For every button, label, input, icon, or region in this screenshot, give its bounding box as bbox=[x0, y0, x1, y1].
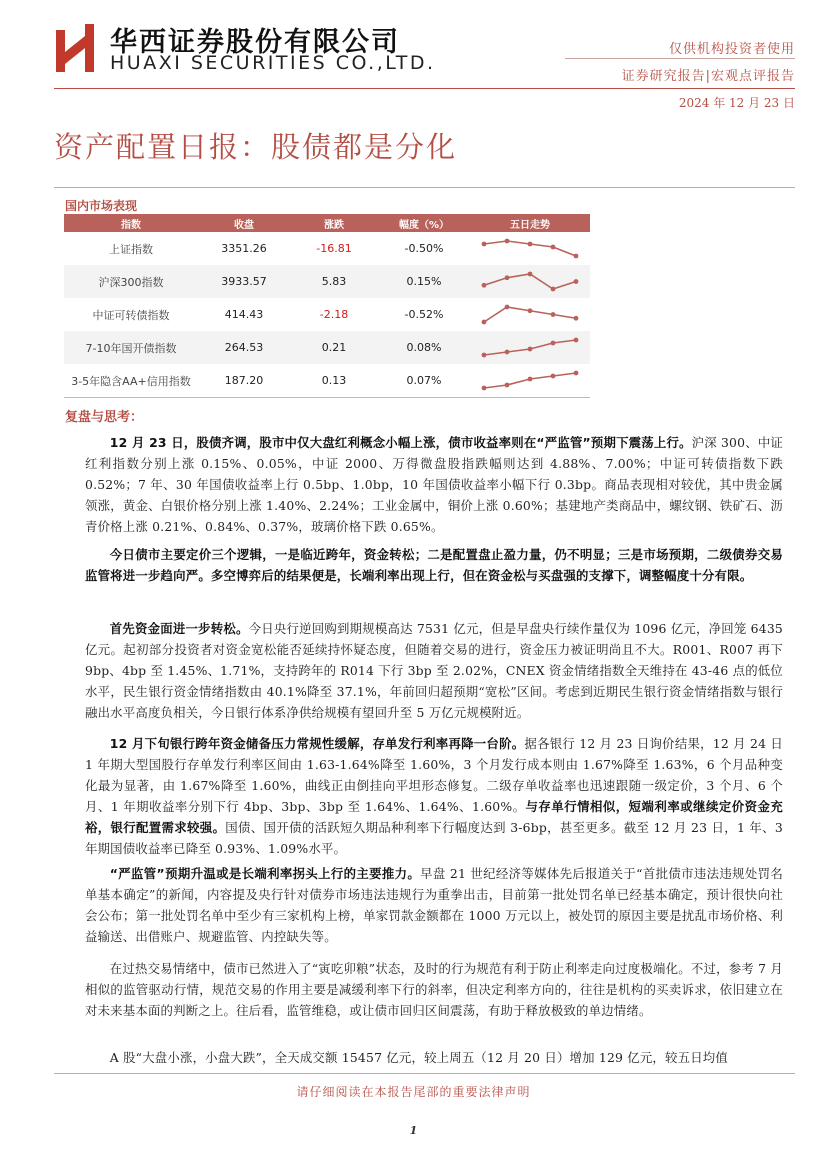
trend-point bbox=[505, 383, 510, 388]
paragraph-7-text: A 股“大盘小涨，小盘大跌”，全天成交额 15457 亿元，较上周五（12 月 20 日）增加 129 亿元，较五日均值 bbox=[109, 1050, 728, 1065]
row-change: 0.13 bbox=[321, 374, 347, 387]
paragraph-3-text: 今日央行逆回购到期规模高达 7531 亿元，但是早盘央行续作量仅为 1096 亿元，净回笼 6435 亿元。起初部分投资者对资金宽松能否延续持怀疑态度，但随着交易的进行，资金压力被证明尚且不大。R001、R007 再下 9bp、4bp 至 1.45%、1.71%，支持跨年的 R014 下行 3bp 至 2.02%，CNEX 资金情绪指数全天维持在 43-46 点的低位水平，民生银行资金情绪指数由 40.1%降至 37.1%，年前回归超预期“宽松”区间。考虑到近期民生银行资金情绪指数与银行融出水平高度负相关，今日银行体系净供给规模有望回升至 5 万亿元规模附近。 bbox=[85, 621, 783, 720]
trend-point bbox=[551, 287, 556, 292]
paragraph-2-lead: 今日债市主要定价三个逻辑，一是临近跨年，资金转松；二是配置盘止盈力量，仍不明显；三是市场预期，二级债券交易监管将进一步趋向严。多空博弈后的结果便是，长端利率出现上行，但在资金松与买盘强的支撑下，调整幅度十分有限。 bbox=[85, 547, 783, 583]
company-name-cn: 华西证券股份有限公司 bbox=[110, 27, 400, 58]
table-row bbox=[64, 331, 590, 364]
trend-point bbox=[574, 279, 579, 284]
row-close: 3933.57 bbox=[221, 275, 267, 288]
trend-point bbox=[528, 377, 533, 382]
trend-point bbox=[551, 341, 556, 346]
trend-point bbox=[482, 353, 487, 358]
row-pct: 0.15% bbox=[406, 275, 442, 288]
paragraph-2 bbox=[85, 544, 783, 586]
paragraph-6 bbox=[85, 958, 783, 1021]
trend-point bbox=[574, 338, 579, 343]
row-name: 上证指数 bbox=[109, 242, 153, 256]
paragraph-1-text: 沪深 300、中证红利指数分别上涨 0.15%、0.05%，中证 2000、万得微盘股指跌幅则达到 4.88%、7.00%；中证可转债指数下跌 0.52%；7 年、30 年国债收益率上行 0.5bp、1.0bp，10 年国债收益率小幅下行 0.3bp。商品表现相对较优，其中贵金属领涨，黄金、白银价格分别上涨 1.40%、2.24%；工业金属中，铜价上涨 0.60%；基建地产类商品中，螺纹钢、铁矿石、沥青价格上涨 0.21%、0.84%、0.37%，玻璃价格下跌 0.65%。 bbox=[85, 435, 783, 534]
trend-point bbox=[482, 320, 487, 325]
row-change: 0.21 bbox=[321, 341, 347, 354]
col-header-pct: 幅度（%） bbox=[398, 219, 450, 231]
trend-sparkline bbox=[470, 331, 590, 364]
trend-point bbox=[528, 242, 533, 247]
trend-point bbox=[505, 350, 510, 355]
row-close: 264.53 bbox=[224, 341, 264, 354]
report-title: 资产配置日报：股债都是分化 bbox=[54, 130, 458, 164]
trend-point bbox=[505, 239, 510, 244]
company-name-en: HUAXI SECURITIES CO.,LTD. bbox=[110, 52, 436, 74]
trend-sparkline bbox=[470, 364, 590, 397]
paragraph-7 bbox=[85, 1047, 783, 1068]
paragraph-4-lead: 12 月下旬银行跨年资金储备压力常规性缓解，存单发行利率再降一台阶。 bbox=[109, 736, 525, 751]
header-rule bbox=[54, 88, 795, 89]
col-header-trend: 五日走势 bbox=[510, 219, 550, 231]
trend-sparkline bbox=[470, 298, 590, 331]
trend-sparkline bbox=[470, 265, 590, 298]
paragraph-5-lead: “严监管”预期升温或是长端利率拐头上行的主要推力。 bbox=[109, 866, 421, 881]
paragraph-4-text-2: 国债、国开债的活跃短久期品种利率下行幅度达到 3-6bp，甚至更多。截至 12 月 23 日，1 年、3 年期国债收益率已降至 0.93%、1.09%水平。 bbox=[85, 820, 783, 856]
row-change: -16.81 bbox=[316, 242, 352, 255]
row-name: 沪深300指数 bbox=[98, 275, 164, 289]
trend-point bbox=[528, 272, 533, 277]
trend-point bbox=[574, 371, 579, 376]
paragraph-4-emphasis: 与存单行情相似，短端利率或继续定价资金充裕，银行配置需求较强。 bbox=[85, 799, 784, 835]
market-table-title: 国内市场表现 bbox=[65, 199, 138, 213]
row-close: 187.20 bbox=[224, 374, 264, 387]
col-header-close: 收盘 bbox=[234, 219, 254, 231]
row-close: 414.43 bbox=[224, 308, 264, 321]
paragraph-4 bbox=[85, 733, 783, 859]
trend-point bbox=[505, 275, 510, 280]
trend-point bbox=[482, 386, 487, 391]
row-change: 5.83 bbox=[321, 275, 347, 288]
table-row bbox=[64, 232, 590, 265]
row-name: 7-10年国开债指数 bbox=[85, 341, 177, 355]
header-divider bbox=[565, 58, 795, 59]
trend-point bbox=[482, 242, 487, 247]
trend-point bbox=[528, 308, 533, 313]
market-table bbox=[64, 214, 590, 397]
row-name: 3-5年隐含AA+信用指数 bbox=[71, 374, 191, 388]
row-pct: -0.50% bbox=[404, 242, 444, 255]
trend-point bbox=[551, 374, 556, 379]
trend-point bbox=[505, 305, 510, 310]
paragraph-1 bbox=[85, 432, 783, 537]
report-date: 2024 年 12 月 23 日 bbox=[678, 96, 795, 110]
row-pct: 0.08% bbox=[406, 341, 442, 354]
huaxi-logo-icon bbox=[54, 22, 96, 74]
trend-sparkline bbox=[470, 232, 590, 265]
row-pct: 0.07% bbox=[406, 374, 442, 387]
review-section-title: 复盘与思考： bbox=[65, 410, 144, 425]
page-number: 1 bbox=[409, 1124, 418, 1137]
paragraph-3 bbox=[85, 618, 783, 723]
col-header-change: 涨跌 bbox=[324, 219, 344, 231]
row-pct: -0.52% bbox=[404, 308, 444, 321]
table-row bbox=[64, 364, 590, 397]
paragraph-3-lead: 首先资金面进一步转松。 bbox=[109, 621, 249, 636]
paragraph-6-text: 在过热交易情绪中，债市已然进入了“寅吃卯粮”状态，及时的行为规范有利于防止利率走向过度极端化。不过，参考 7 月相似的监管驱动行情，规范交易的作用主要是减缓利率下行的斜率，但决定利率方向的，往往是机构的买卖诉求，依旧建立在对未来基本面的判断之上。往后看，监管维稳，或让债市回归区间震荡，有助于释放极致的单边情绪。 bbox=[85, 961, 783, 1018]
trend-point bbox=[551, 245, 556, 250]
legal-disclaimer-note: 请仔细阅读在本报告尾部的重要法律声明 bbox=[296, 1085, 531, 1099]
paragraph-5-text: 早盘 21 世纪经济等媒体先后报道关于“首批债市违法违规处罚名单基本确定”的新闻，内容提及央行针对债券市场违法违规行为重拳出击，目前第一批处罚名单已经基本确定，预计很快向社会公布；第一批处罚名单中至少有三家机构上榜，单家罚款金额都在 1000 万元以上，被处罚的原因主要是扰乱市场价格、利益输送、出借账户、规避监管、内控缺失等。 bbox=[85, 866, 783, 944]
table-bottom-rule bbox=[64, 397, 590, 398]
paragraph-1-lead: 12 月 23 日，股债齐调，股市中仅大盘红利概念小幅上涨，债市收益率则在“严监管”预期下震荡上行。 bbox=[109, 435, 692, 450]
trend-point bbox=[574, 254, 579, 259]
row-close: 3351.26 bbox=[221, 242, 267, 255]
report-type: 证券研究报告|宏观点评报告 bbox=[621, 69, 795, 84]
table-row bbox=[64, 265, 590, 298]
trend-point bbox=[482, 283, 487, 288]
title-rule bbox=[54, 187, 795, 188]
paragraph-5 bbox=[85, 863, 783, 947]
trend-point bbox=[528, 347, 533, 352]
row-name: 中证可转债指数 bbox=[92, 308, 170, 322]
paragraph-4-text: 据各银行 12 月 23 日询价结果，12 月 24 日 1 年期大型国股行存单发行利率区间由 1.63-1.64%降至 1.60%，3 个月发行成本则由 1.67%降至 1.63%，6 个月品种变化最为显著，由 1.67%降至 1.60%，曲线正由倒挂向平坦形态修复。二级存单收益率也迅速跟随一级定价，3 个月、6 个月、1 年期收益率分别下行 4bp、3bp、3bp 至 1.64%、1.64%、1.60%。 bbox=[85, 736, 783, 814]
row-change: -2.18 bbox=[319, 308, 349, 321]
footer-rule bbox=[54, 1073, 795, 1074]
usage-note: 仅供机构投资者使用 bbox=[668, 42, 795, 57]
col-header-index: 指数 bbox=[121, 219, 141, 231]
trend-point bbox=[551, 312, 556, 317]
table-row bbox=[64, 298, 590, 331]
trend-point bbox=[574, 316, 579, 321]
table-header bbox=[64, 214, 590, 232]
